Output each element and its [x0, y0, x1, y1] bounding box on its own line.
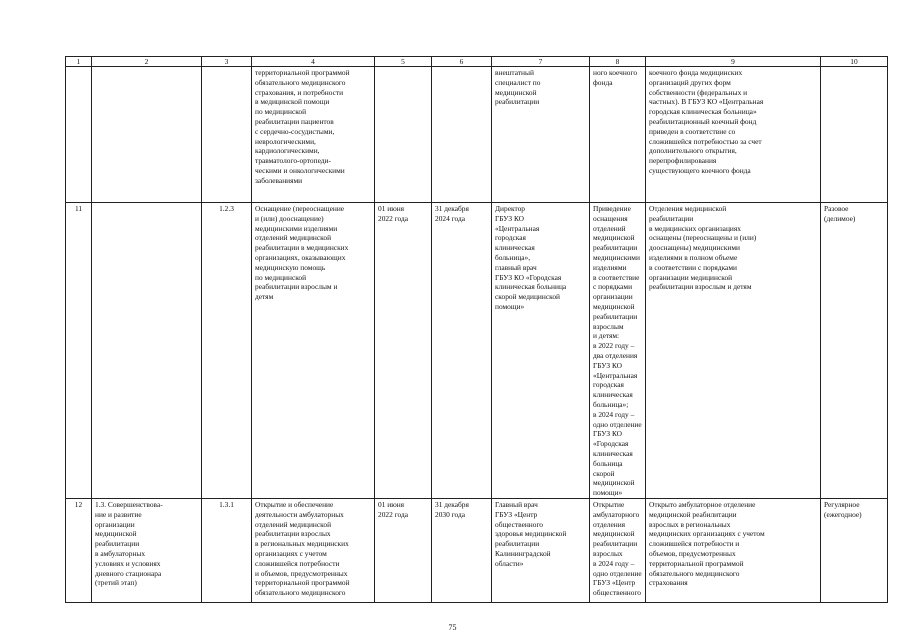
column-number: 7 [492, 57, 590, 67]
table-row-12 [66, 499, 888, 603]
regularity-cell: Разовое (делимое) [821, 203, 888, 499]
regularity-cell [821, 67, 888, 203]
row-number-cell [66, 67, 92, 203]
column-number: 10 [821, 57, 888, 67]
page-number: 75 [448, 623, 457, 632]
characteristic-cell: Приведение оснащения отделений медицинской реабилитации медицинскими изделиями в соответствие с порядками организации медицинской реабилитации взрослым и детям: в 2022 году – два отделения ГБУЗ КО «Центральная городская клиническая больница»; в 2024 году – одно отделение ГБУЗ КО «Городская клиническая больница скорой медицинской помощи» [590, 203, 646, 499]
activity-cell: Открытие и обеспечение деятельности амбулаторных отделений медицинской реабилитации взрослых в региональных медицинских организациях с учетом сложившейся потребности и объемов, предусмотренных территориальной программой обязательного медицинского [252, 499, 375, 603]
column-number-row [66, 57, 888, 67]
start-date-cell: 01 июня 2022 года [375, 203, 432, 499]
end-date-cell [432, 67, 492, 203]
column-number: 4 [252, 57, 375, 67]
column-number: 6 [432, 57, 492, 67]
responsible-cell: Главный врач ГБУЗ «Центр общественного здоровья медицинской реабилитации Калининградской области» [492, 499, 590, 603]
column-number: 8 [590, 57, 646, 67]
regularity-cell: Регулярное (ежегодное) [821, 499, 888, 603]
activity-cell: территориальной программой обязательного медицинского страхования, и потребности в медицинской помощи по медицинской реабилитации пациентов с сердечно-сосудистыми, неврологическими, кардиологическими, травматолого-ортопеди- ческими и онкологическими заболеваниями [252, 67, 375, 203]
table-row-continued [66, 67, 888, 203]
start-date-cell: 01 июня 2022 года [375, 499, 432, 603]
plan-table [65, 56, 888, 603]
table-row-11 [66, 203, 888, 499]
column-number: 3 [202, 57, 252, 67]
characteristic-cell: ного коечного фонда [590, 67, 646, 203]
column-number: 1 [66, 57, 92, 67]
responsible-cell: внештатный специалист по медицинской реабилитации [492, 67, 590, 203]
task-cell [92, 67, 202, 203]
start-date-cell [375, 67, 432, 203]
activity-cell: Оснащение (переоснащение и (или) дооснащение) медицинскими изделиями отделений медицинской реабилитации в медицинских организациях, оказывающих медицинскую помощь по медицинской реабилитации взрослым и детям [252, 203, 375, 499]
column-number: 2 [92, 57, 202, 67]
row-number-cell: 12 [66, 499, 92, 603]
result-cell: коечного фонда медицинских организаций других форм собственности (федеральных и частных). В ГБУЗ КО «Центральная городская клиническая больница» реабилитационный коечный фонд приведен в соответствие со сложившейся потребностью за счет дополнительного открытия, перепрофилирования существующего коечного фонда [646, 67, 821, 203]
end-date-cell: 31 декабря 2030 года [432, 499, 492, 603]
task-cell [92, 203, 202, 499]
result-cell: Отделения медицинской реабилитации в медицинских организациях оснащены (переоснащены и (или) дооснащены) медицинскими изделиями в полном объеме в соответствии с порядками организации медицинской реабилитации взрослым и детям [646, 203, 821, 499]
column-number: 5 [375, 57, 432, 67]
task-cell: 1.3. Совершенствова- ние и развитие организации медицинской реабилитации в амбулаторных условиях и условиях дневного стационара (третий этап) [92, 499, 202, 603]
column-number: 9 [646, 57, 821, 67]
item-number-cell: 1.2.3 [202, 203, 252, 499]
responsible-cell: Директор ГБУЗ КО «Центральная городская клиническая больница», главный врач ГБУЗ КО «Городская клиническая больница скорой медицинской помощи» [492, 203, 590, 499]
end-date-cell: 31 декабря 2024 года [432, 203, 492, 499]
result-cell: Открыто амбулаторное отделение медицинской реабилитации взрослых в региональных медицинских организациях с учетом сложившейся потребности и объемов, предусмотренных территориальной программой обязательного медицинского страхования [646, 499, 821, 603]
item-number-cell: 1.3.1 [202, 499, 252, 603]
item-number-cell [202, 67, 252, 203]
characteristic-cell: Открытие амбулаторного отделения медицинской реабилитации взрослых в 2024 году – одно отделение ГБУЗ «Центр общественного [590, 499, 646, 603]
row-number-cell: 11 [66, 203, 92, 499]
